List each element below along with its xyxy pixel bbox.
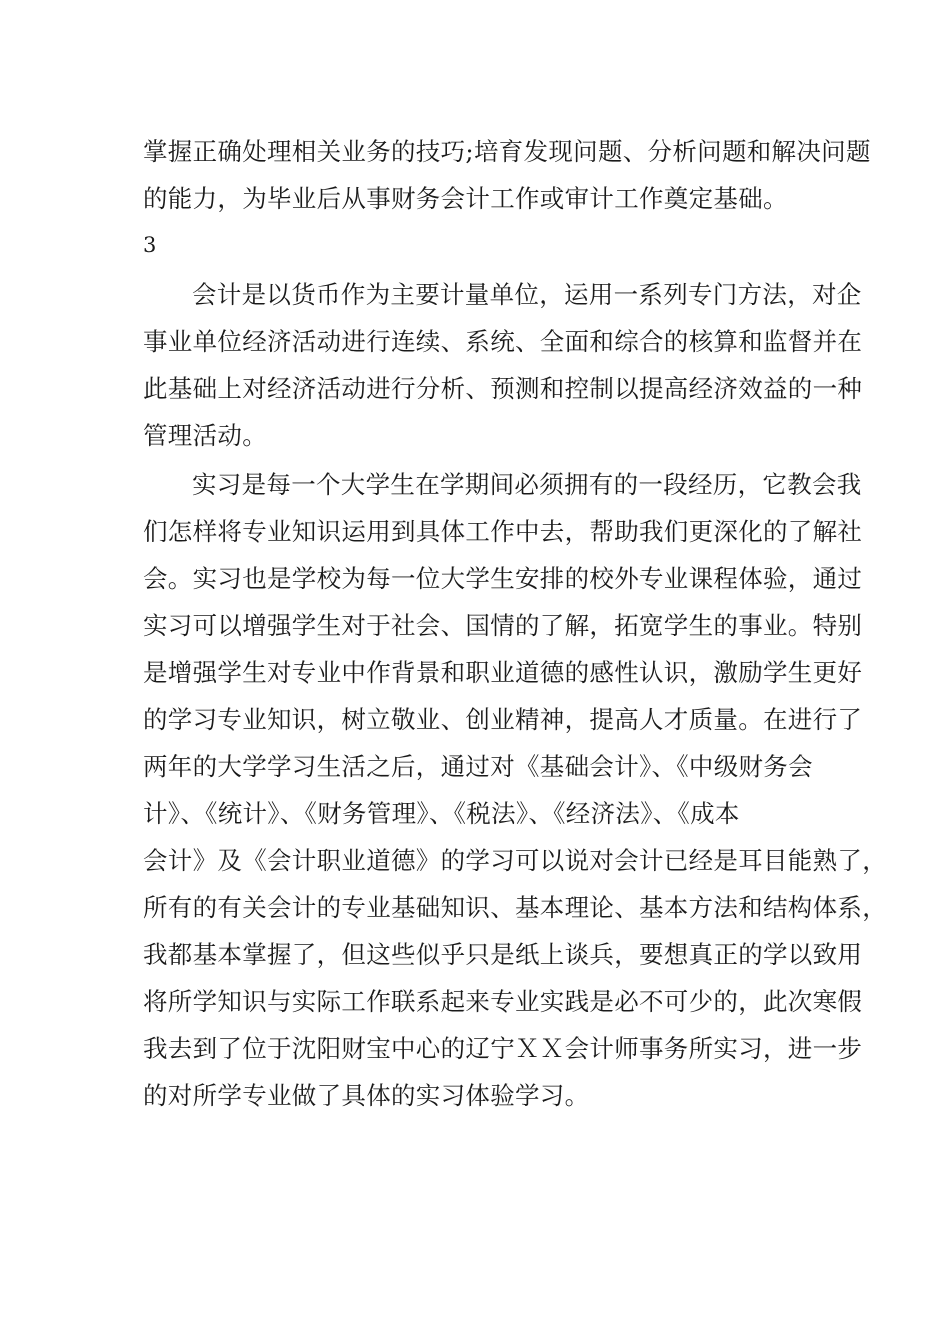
paragraph-accounting-definition — [143, 271, 863, 459]
text-line: 事业单位经济活动进行连续、系统、全面和综合的核算和监督并在 — [143, 327, 863, 356]
text-line: 实习是每一个大学生在学期间必须拥有的一段经历，它教会我 — [192, 470, 862, 499]
document-body — [143, 128, 887, 1119]
text-line: 实习可以增强学生对于社会、国情的了解，拓宽学生的事业。特别 — [143, 611, 863, 640]
text-line: 会计》及《会计职业道德》的学习可以说对会计已经是耳目能熟了， — [143, 846, 887, 875]
text-line: 两年的大学学习生活之后，通过对《基础会计》、《中级财务会 — [143, 752, 813, 781]
text-line: 我去到了位于沈阳财宝中心的辽宁ＸＸ会计师事务所实习，进一步 — [143, 1034, 863, 1063]
text-line: 是增强学生对专业中作背景和职业道德的感性认识，激励学生更好 — [143, 658, 863, 687]
intro-paragraph — [143, 128, 871, 222]
text-line: 计》、《统计》、《财务管理》、《税法》、《经济法》、《成本 — [143, 799, 740, 828]
text-line: 管理活动。 — [143, 421, 267, 450]
section-number: 3 — [143, 233, 157, 257]
paragraph-internship — [143, 461, 887, 1119]
text-line: 们怎样将专业知识运用到具体工作中去，帮助我们更深化的了解社 — [143, 517, 863, 546]
text-line: 所有的有关会计的专业基础知识、基本理论、基本方法和结构体系， — [143, 893, 887, 922]
text-line: 我都基本掌握了，但这些似乎只是纸上谈兵，要想真正的学以致用 — [143, 940, 863, 969]
text-line: 此基础上对经济活动进行分析、预测和控制以提高经济效益的一种 — [143, 374, 863, 403]
text-line: 会。实习也是学校为每一位大学生安排的校外专业课程体验，通过 — [143, 564, 863, 593]
text-line: 的能力，为毕业后从事财务会计工作或审计工作奠定基础。 — [143, 184, 788, 213]
text-line: 会计是以货币作为主要计量单位，运用一系列专门方法，对企 — [192, 280, 862, 309]
text-line: 的学习专业知识，树立敬业、创业精神，提高人才质量。在进行了 — [143, 705, 863, 734]
text-line: 掌握正确处理相关业务的技巧;培育发现问题、分析问题和解决问题 — [143, 137, 871, 166]
text-line: 将所学知识与实际工作联系起来专业实践是必不可少的，此次寒假 — [143, 987, 863, 1016]
text-line: 的对所学专业做了具体的实习体验学习。 — [143, 1081, 590, 1110]
